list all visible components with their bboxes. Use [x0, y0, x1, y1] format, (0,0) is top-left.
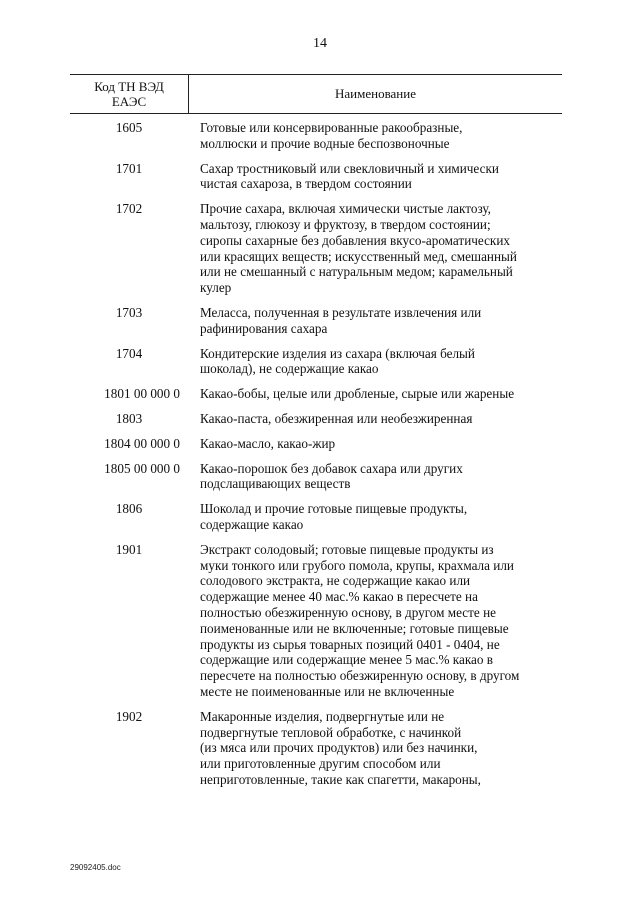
table-row	[70, 501, 562, 533]
row-name: Какао-бобы, целые или дробленые, сырые или жареные	[200, 386, 515, 402]
row-code: 1704	[115, 345, 143, 361]
row-name: Кондитерские изделия из сахара (включая белый шоколад), не содержащие какао	[200, 345, 475, 377]
header-code-line2: ЕАЭС	[111, 94, 147, 109]
row-name: Макаронные изделия, подвергнутые или не подвергнутые тепловой обработке, с начинкой (из мяса или прочих продуктов) или без начинки, или приготовленные другим способом или неприготовленные, такие как спагетти, макароны,	[200, 708, 481, 787]
row-code: 1804 00 000 0	[104, 435, 180, 451]
row-name: Какао-паста, обезжиренная или необезжиренная	[200, 410, 473, 426]
header-name-column: Наименование	[335, 86, 416, 101]
tariff-table	[70, 74, 562, 797]
table-row	[70, 386, 562, 402]
table-row	[70, 709, 562, 788]
row-code: 1806	[115, 501, 143, 517]
header-code-column	[70, 75, 189, 113]
header-code-line1: Код ТН ВЭД	[94, 79, 164, 94]
row-name: Какао-масло, какао-жир	[200, 435, 336, 451]
table-row	[70, 201, 562, 296]
table-row	[70, 161, 562, 193]
row-name: Меласса, полученная в результате извлечения или рафинирования сахара	[200, 304, 482, 336]
table-header	[70, 74, 562, 114]
document-filename: 29092405.doc	[70, 863, 121, 872]
page-number: 14	[313, 36, 327, 51]
row-code: 1801 00 000 0	[104, 386, 180, 402]
row-name: Прочие сахара, включая химически чистые лактозу, мальтозу, глюкозу и фруктозу, в твердом состоянии; сиропы сахарные без добавления вкусо-ароматических или красящих веществ; искусственный мед, смешанный или не смешанный с натуральным медом; карамельный кулер	[200, 201, 517, 296]
row-code: 1901	[115, 541, 143, 557]
table-row	[70, 305, 562, 337]
table-body	[70, 120, 562, 788]
row-name: Шоколад и прочие готовые пищевые продукты, содержащие какао	[200, 501, 468, 532]
row-code: 1803	[115, 410, 143, 426]
row-code: 1702	[115, 201, 143, 217]
row-code: 1703	[115, 304, 143, 320]
table-row	[70, 542, 562, 700]
row-code: 1902	[115, 708, 143, 724]
table-row	[70, 461, 562, 493]
row-name: Готовые или консервированные ракообразные, моллюски и прочие водные беспозвоночные	[200, 120, 463, 151]
row-code: 1805 00 000 0	[104, 460, 180, 476]
row-name: Какао-порошок без добавок сахара или других подслащивающих веществ	[200, 460, 463, 492]
row-name: Экстракт солодовый; готовые пищевые продукты из муки тонкого или грубого помола, крупы, крахмала или солодового экстракта, не содержащие какао или содержащие менее 40 мас.% какао в пересчете на полностью обезжиренную основу, в другом месте не поименованные или не включенные; готовые пищевые продукты из сырья товарных позиций 0401 - 0404, не содержащие или содержащие менее 5 мас.% какао в пересчете на полностью обезжиренную основу, в другом месте не поименованные или не включенные	[200, 541, 520, 699]
table-row	[70, 346, 562, 378]
table-row	[70, 411, 562, 427]
row-code: 1701	[115, 160, 143, 176]
row-name: Сахар тростниковый или свекловичный и химически чистая сахароза, в твердом состоянии	[200, 160, 499, 192]
row-code: 1605	[115, 120, 143, 135]
table-row	[70, 120, 562, 152]
table-row	[70, 436, 562, 452]
